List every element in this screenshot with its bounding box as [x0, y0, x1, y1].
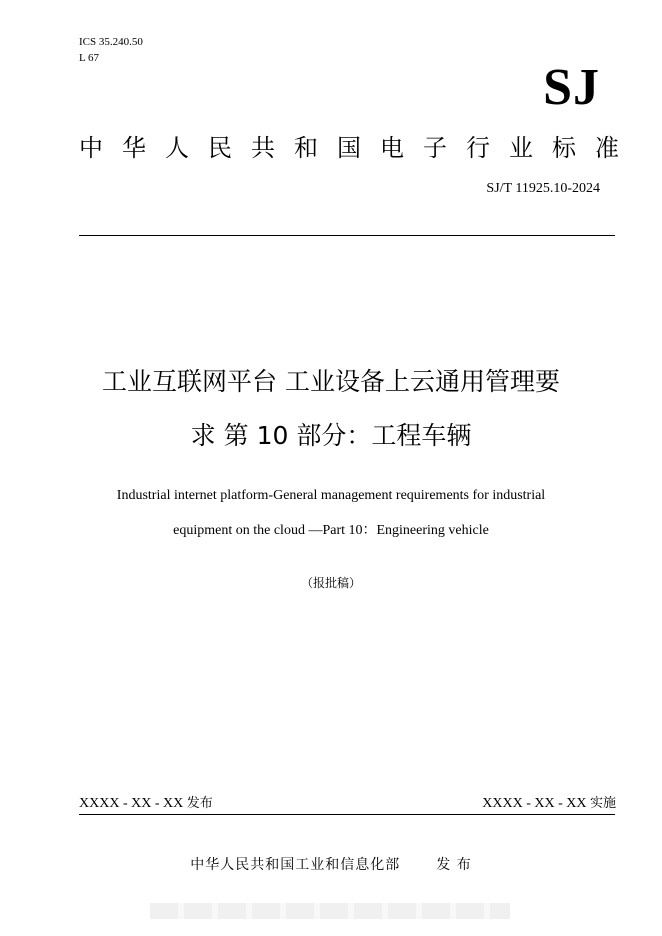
header-divider — [79, 235, 615, 236]
ccs-code: L 67 — [79, 52, 100, 64]
implement-label: 实施 — [589, 796, 616, 811]
org-char: 行 — [466, 134, 490, 162]
org-char: 子 — [423, 134, 447, 162]
org-char: 业 — [509, 134, 533, 162]
org-char: 电 — [380, 134, 404, 162]
publish-label: 发布 — [186, 796, 213, 811]
issuer-name: 中华人民共和国工业和信息化部 — [190, 857, 401, 873]
footer-divider — [79, 814, 615, 815]
english-title-line-2: equipment on the cloud —Part 10：Engineering vehicle — [173, 523, 489, 538]
english-title-line-1: Industrial internet platform-General management requirements for industrial — [116, 488, 546, 503]
draft-status: （报批稿） — [300, 576, 361, 590]
organization-title — [79, 128, 619, 163]
issuer-line — [0, 854, 662, 874]
org-char: 华 — [122, 134, 146, 162]
publish-date-block — [79, 792, 213, 812]
watermark — [150, 903, 510, 919]
org-char: 共 — [251, 134, 275, 162]
org-char: 国 — [337, 134, 361, 162]
chinese-title-line-2: 求 第 10 部分：工程车辆 — [190, 421, 472, 450]
chinese-title-line-1: 工业互联网平台 工业设备上云通用管理要 — [102, 367, 560, 396]
sj-logo: SJ — [543, 59, 600, 116]
org-char: 标 — [552, 134, 576, 162]
classification-codes — [79, 34, 143, 66]
publish-date: XXXX - XX - XX — [79, 796, 184, 811]
ics-code: ICS 35.240.50 — [79, 36, 143, 48]
org-char: 中 — [79, 134, 103, 162]
implement-date: XXXX - XX - XX — [482, 796, 587, 811]
org-char: 民 — [208, 134, 232, 162]
org-char: 人 — [165, 134, 189, 162]
org-char: 准 — [595, 134, 619, 162]
org-char: 和 — [294, 134, 318, 162]
standard-number: SJ/T 11925.10-2024 — [486, 181, 600, 196]
issuer-action: 发 布 — [436, 857, 472, 873]
implement-date-block — [482, 792, 616, 812]
